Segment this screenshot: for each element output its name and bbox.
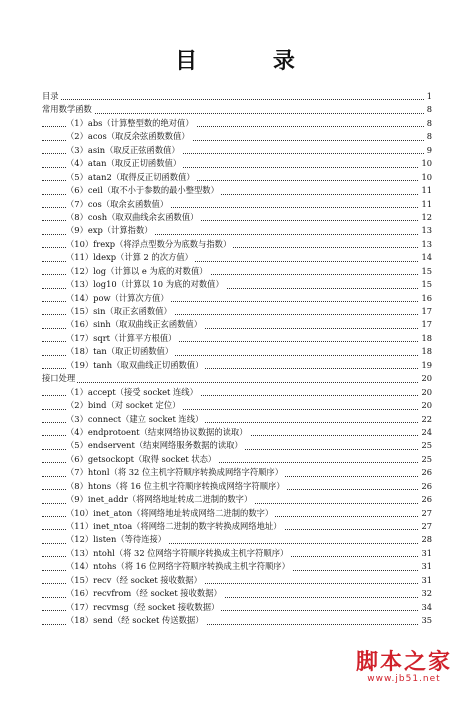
toc-entry[interactable] bbox=[42, 601, 432, 614]
toc-entry-title: （14）ntohs（将 16 位网络字符顺序转换成主机字符顺序） bbox=[66, 560, 292, 573]
toc-entry-title: （6）getsockopt（取得 socket 状态） bbox=[66, 453, 218, 466]
toc-entry[interactable] bbox=[42, 547, 432, 560]
toc-entry-title: （19）tanh（取双曲线正切函数值） bbox=[66, 359, 205, 372]
toc-entry[interactable] bbox=[42, 251, 432, 264]
toc-page-number: 20 bbox=[419, 372, 432, 385]
toc-section[interactable] bbox=[42, 372, 432, 385]
toc-entry-title: （2）acos（取反余弦函数数值） bbox=[66, 130, 192, 143]
site-watermark bbox=[356, 645, 452, 684]
toc-entry[interactable] bbox=[42, 265, 432, 278]
toc-page-number: 1 bbox=[425, 90, 432, 103]
toc-entry-title: （17）recvmsg（经 socket 接收数据） bbox=[66, 601, 221, 614]
toc-entry[interactable] bbox=[42, 211, 432, 224]
toc-entry-title: （5）endservent（结束网络服务数据的读取） bbox=[66, 439, 245, 452]
watermark-logo: 脚本之家 bbox=[355, 650, 452, 675]
table-of-contents bbox=[42, 90, 432, 628]
toc-page-number: 25 bbox=[419, 453, 432, 466]
toc-entry[interactable] bbox=[42, 332, 432, 345]
toc-page-number: 18 bbox=[419, 332, 432, 345]
toc-page-number: 15 bbox=[419, 265, 432, 278]
toc-entry-title: （15）recv（经 socket 接收数据） bbox=[66, 574, 204, 587]
toc-entry[interactable] bbox=[42, 413, 432, 426]
toc-page-number: 26 bbox=[419, 480, 432, 493]
toc-entry-title: （11）inet_ntoa（将网络二进制的数字转换成网络地址） bbox=[66, 520, 284, 533]
toc-entry-title: （10）inet_aton（将网络地址转成网络二进制的数字） bbox=[66, 507, 275, 520]
toc-entry[interactable] bbox=[42, 130, 432, 143]
toc-page-number: 17 bbox=[419, 305, 432, 318]
toc-page-number: 34 bbox=[419, 601, 432, 614]
toc-entry-title: （7）htonl（将 32 位主机字符顺序转换成网络字符顺序） bbox=[66, 466, 285, 479]
toc-page-number: 13 bbox=[419, 238, 432, 251]
toc-entry-title: （1）abs（计算整型数的绝对值） bbox=[66, 117, 196, 130]
toc-entry-title: 接口处理 bbox=[42, 372, 77, 385]
toc-entry-title: （13）ntohl（将 32 位网络字符顺序转换成主机字符顺序） bbox=[66, 547, 290, 560]
toc-page-number: 11 bbox=[419, 198, 432, 211]
toc-entry-title: （18）send（经 socket 传送数据） bbox=[66, 614, 206, 627]
toc-entry-title: （3）asin（取反正弦函数值） bbox=[66, 144, 182, 157]
toc-entry-title: （13）log10（计算以 10 为底的对数值） bbox=[66, 278, 226, 291]
toc-entry-title: 常用数学函数 bbox=[42, 103, 94, 116]
toc-entry[interactable] bbox=[42, 171, 432, 184]
toc-page-number: 19 bbox=[419, 359, 432, 372]
dot-leader bbox=[42, 113, 432, 114]
toc-entry-title: （11）ldexp（计算 2 的次方值） bbox=[66, 251, 195, 264]
toc-page-number: 10 bbox=[419, 171, 432, 184]
toc-page-number: 31 bbox=[419, 574, 432, 587]
toc-entry[interactable] bbox=[42, 238, 432, 251]
toc-page-number: 17 bbox=[419, 318, 432, 331]
toc-entry[interactable] bbox=[42, 587, 432, 600]
toc-entry[interactable] bbox=[42, 614, 432, 627]
toc-entry[interactable] bbox=[42, 560, 432, 573]
toc-entry[interactable] bbox=[42, 386, 432, 399]
toc-page-number: 24 bbox=[419, 426, 432, 439]
toc-entry[interactable] bbox=[42, 507, 432, 520]
toc-entry-title: （18）tan（取正切函数值） bbox=[66, 345, 175, 358]
toc-entry-title: （3）connect（建立 socket 连线） bbox=[66, 413, 205, 426]
toc-page-number: 18 bbox=[419, 345, 432, 358]
toc-entry-title: （16）sinh（取双曲线正玄函数值） bbox=[66, 318, 204, 331]
toc-entry[interactable] bbox=[42, 198, 432, 211]
toc-entry[interactable] bbox=[42, 439, 432, 452]
toc-entry[interactable] bbox=[42, 493, 432, 506]
dot-leader bbox=[42, 382, 432, 383]
toc-entry-title: （2）bind（对 socket 定位） bbox=[66, 399, 182, 412]
toc-page-number: 14 bbox=[419, 251, 432, 264]
toc-section[interactable] bbox=[42, 103, 432, 116]
toc-entry-title: （8）cosh（取双曲线余玄函数值） bbox=[66, 211, 200, 224]
toc-entry[interactable] bbox=[42, 278, 432, 291]
toc-entry[interactable] bbox=[42, 224, 432, 237]
toc-entry[interactable] bbox=[42, 305, 432, 318]
toc-entry[interactable] bbox=[42, 453, 432, 466]
toc-page-number: 31 bbox=[419, 547, 432, 560]
toc-page-number: 12 bbox=[419, 211, 432, 224]
toc-entry-title: （8）htons（将 16 位主机字符顺序转换成网络字符顺序） bbox=[66, 480, 287, 493]
watermark-url: www.jb51.net bbox=[367, 674, 441, 684]
toc-entry[interactable] bbox=[42, 144, 432, 157]
toc-page-number: 20 bbox=[419, 399, 432, 412]
toc-entry-title: （7）cos（取余玄函数值） bbox=[66, 198, 170, 211]
toc-entry-title: （17）sqrt（计算平方根值） bbox=[66, 332, 178, 345]
toc-page-number: 16 bbox=[419, 292, 432, 305]
toc-entry-title: （4）endprotoent（结束网络协议数据的读取） bbox=[66, 426, 250, 439]
toc-page-number: 26 bbox=[419, 493, 432, 506]
toc-entry[interactable] bbox=[42, 345, 432, 358]
toc-entry-title: （10）frexp（将浮点型数分为底数与指数） bbox=[66, 238, 233, 251]
toc-page-number: 35 bbox=[419, 614, 432, 627]
toc-entry-title: （9）inet_addr（将网络地址转成二进制的数字） bbox=[66, 493, 254, 506]
toc-entry[interactable] bbox=[42, 184, 432, 197]
toc-page-number: 20 bbox=[419, 386, 432, 399]
toc-page-number: 11 bbox=[419, 184, 432, 197]
toc-entry-title: （12）listen（等待连接） bbox=[66, 533, 168, 546]
toc-entry-title: （4）atan（取反正切函数值） bbox=[66, 157, 183, 170]
toc-section[interactable] bbox=[42, 90, 432, 103]
toc-page-number: 26 bbox=[419, 466, 432, 479]
toc-entry[interactable] bbox=[42, 426, 432, 439]
toc-entry[interactable] bbox=[42, 574, 432, 587]
toc-entry[interactable] bbox=[42, 533, 432, 546]
toc-page-number: 22 bbox=[419, 413, 432, 426]
toc-entry[interactable] bbox=[42, 399, 432, 412]
page-title: 目 录 bbox=[175, 48, 329, 74]
toc-entry-title: （12）log（计算以 e 为底的对数值） bbox=[66, 265, 210, 278]
toc-page-number: 27 bbox=[419, 507, 432, 520]
toc-entry[interactable] bbox=[42, 466, 432, 479]
toc-page-number: 13 bbox=[419, 224, 432, 237]
toc-entry-title: 目录 bbox=[42, 90, 61, 103]
toc-page-number: 28 bbox=[419, 533, 432, 546]
toc-entry[interactable] bbox=[42, 359, 432, 372]
toc-entry-title: （15）sin（取正玄函数值） bbox=[66, 305, 174, 318]
toc-entry[interactable] bbox=[42, 318, 432, 331]
toc-entry[interactable] bbox=[42, 117, 432, 130]
toc-entry-title: （9）exp（计算指数） bbox=[66, 224, 155, 237]
toc-page-number: 27 bbox=[419, 520, 432, 533]
toc-entry-title: （6）ceil（取不小于参数的最小整型数） bbox=[66, 184, 221, 197]
toc-entry-title: （5）atan2（取得反正切函数值） bbox=[66, 171, 197, 184]
toc-entry-title: （1）accept（接受 socket 连线） bbox=[66, 386, 200, 399]
toc-page-number: 10 bbox=[419, 157, 432, 170]
toc-page-number: 15 bbox=[419, 278, 432, 291]
toc-entry[interactable] bbox=[42, 292, 432, 305]
toc-page-number: 31 bbox=[419, 560, 432, 573]
toc-entry[interactable] bbox=[42, 480, 432, 493]
toc-entry-title: （16）recvfrom（经 socket 接收数据） bbox=[66, 587, 224, 600]
toc-page-number: 8 bbox=[425, 103, 432, 116]
toc-page-number: 25 bbox=[419, 439, 432, 452]
toc-page-number: 8 bbox=[425, 130, 432, 143]
toc-entry-title: （14）pow（计算次方值） bbox=[66, 292, 171, 305]
toc-entry[interactable] bbox=[42, 157, 432, 170]
dot-leader bbox=[42, 99, 432, 100]
toc-page-number: 8 bbox=[425, 117, 432, 130]
toc-entry[interactable] bbox=[42, 520, 432, 533]
toc-page-number: 32 bbox=[419, 587, 432, 600]
toc-page-number: 9 bbox=[425, 144, 432, 157]
